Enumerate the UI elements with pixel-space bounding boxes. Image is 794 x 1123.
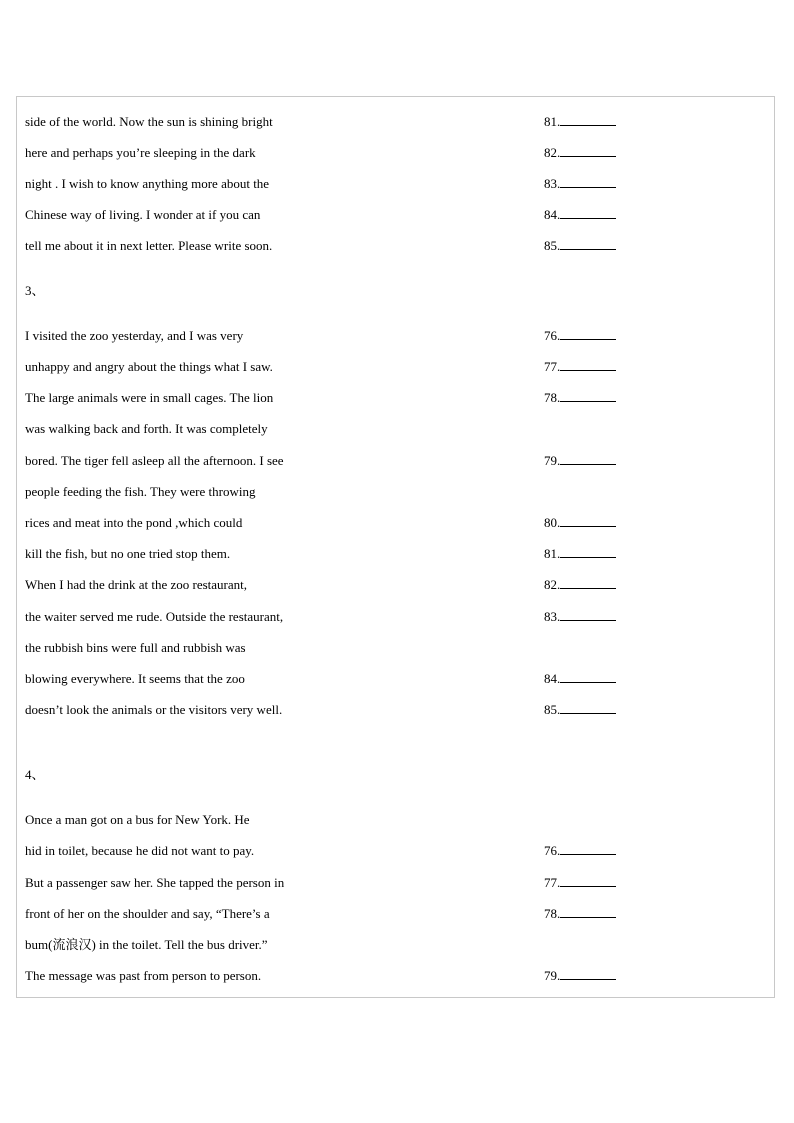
blank-line[interactable]: [560, 968, 616, 980]
answer-blank[interactable]: [544, 577, 616, 593]
answer-number: 83.: [544, 609, 561, 624]
passage-line: The large animals were in small cages. The lion: [25, 390, 274, 405]
answer-number: 82.: [544, 145, 561, 160]
answer-blank[interactable]: [544, 875, 616, 891]
answer-number: 78.: [544, 906, 561, 921]
blank-line[interactable]: [560, 906, 616, 918]
answer-blank[interactable]: [544, 390, 616, 406]
passage-line: was walking back and forth. It was completely: [25, 421, 268, 436]
answer-number: 84.: [544, 207, 561, 222]
passage-line: night . I wish to know anything more about the: [25, 176, 270, 191]
answer-number: 76.: [544, 328, 561, 343]
answer-number: 78.: [544, 390, 561, 405]
passage-line: Once a man got on a bus for New York. He: [25, 812, 250, 827]
answer-number: 82.: [544, 577, 561, 592]
passage-line: doesn’t look the animals or the visitors very well.: [25, 702, 283, 717]
section-4-label: 4、: [25, 767, 45, 782]
answer-number: 84.: [544, 671, 561, 686]
passage-line: But a passenger saw her. She tapped the person in: [25, 875, 285, 890]
passage-line: Chinese way of living. I wonder at if you can: [25, 207, 261, 222]
passage-line: bored. The tiger fell asleep all the afternoon. I see: [25, 453, 284, 468]
passage-line: front of her on the shoulder and say, “There’s a: [25, 906, 270, 921]
answer-blank[interactable]: [544, 453, 616, 469]
blank-line[interactable]: [560, 328, 616, 340]
blank-line[interactable]: [560, 671, 616, 683]
answer-number: 77.: [544, 875, 561, 890]
answer-number: 85.: [544, 702, 561, 717]
section-3-label: 3、: [25, 283, 45, 298]
blank-line[interactable]: [560, 843, 616, 855]
answer-blank[interactable]: [544, 238, 616, 254]
answer-number: 85.: [544, 238, 561, 253]
blank-line[interactable]: [560, 238, 616, 250]
answer-number: 76.: [544, 843, 561, 858]
blank-line[interactable]: [560, 702, 616, 714]
blank-line[interactable]: [560, 359, 616, 371]
passage-line: here and perhaps you’re sleeping in the dark: [25, 145, 256, 160]
passage-line: I visited the zoo yesterday, and I was very: [25, 328, 244, 343]
passage-line: the waiter served me rude. Outside the restaurant,: [25, 609, 284, 624]
answer-number: 81.: [544, 114, 561, 129]
blank-line[interactable]: [560, 875, 616, 887]
answer-number: 81.: [544, 546, 561, 561]
passage-line: blowing everywhere. It seems that the zoo: [25, 671, 245, 686]
passage-line: rices and meat into the pond ,which could: [25, 515, 243, 530]
answer-blank[interactable]: [544, 328, 616, 344]
blank-line[interactable]: [560, 114, 616, 126]
answer-blank[interactable]: [544, 145, 616, 161]
blank-line[interactable]: [560, 145, 616, 157]
passage-line: hid in toilet, because he did not want to pay.: [25, 843, 255, 858]
passage-line: When I had the drink at the zoo restaurant,: [25, 577, 247, 592]
blank-line[interactable]: [560, 609, 616, 621]
answer-number: 80.: [544, 515, 561, 530]
answer-blank[interactable]: [544, 176, 616, 192]
passage-line: side of the world. Now the sun is shining bright: [25, 114, 273, 129]
answer-blank[interactable]: [544, 207, 616, 223]
answer-blank[interactable]: [544, 546, 616, 562]
passage-line: kill the fish, but no one tried stop them.: [25, 546, 231, 561]
blank-line[interactable]: [560, 515, 616, 527]
answer-number: 79.: [544, 968, 561, 983]
blank-line[interactable]: [560, 176, 616, 188]
answer-blank[interactable]: [544, 702, 616, 718]
blank-line[interactable]: [560, 453, 616, 465]
answer-blank[interactable]: [544, 114, 616, 130]
passage-line: The message was past from person to person.: [25, 968, 262, 983]
answer-blank[interactable]: [544, 968, 616, 984]
answer-blank[interactable]: [544, 609, 616, 625]
answer-number: 77.: [544, 359, 561, 374]
blank-line[interactable]: [560, 577, 616, 589]
answer-number: 83.: [544, 176, 561, 191]
blank-line[interactable]: [560, 546, 616, 558]
answer-blank[interactable]: [544, 359, 616, 375]
answer-blank[interactable]: [544, 906, 616, 922]
passage-line: unhappy and angry about the things what I saw.: [25, 359, 273, 374]
passage-line: tell me about it in next letter. Please write soon.: [25, 238, 273, 253]
passage-line: the rubbish bins were full and rubbish was: [25, 640, 246, 655]
answer-blank[interactable]: [544, 671, 616, 687]
passage-line: people feeding the fish. They were throwing: [25, 484, 256, 499]
blank-line[interactable]: [560, 207, 616, 219]
answer-blank[interactable]: [544, 515, 616, 531]
blank-line[interactable]: [560, 390, 616, 402]
answer-blank[interactable]: [544, 843, 616, 859]
passage-line: bum(流浪汉) in the toilet. Tell the bus driver.”: [25, 937, 268, 952]
answer-number: 79.: [544, 453, 561, 468]
